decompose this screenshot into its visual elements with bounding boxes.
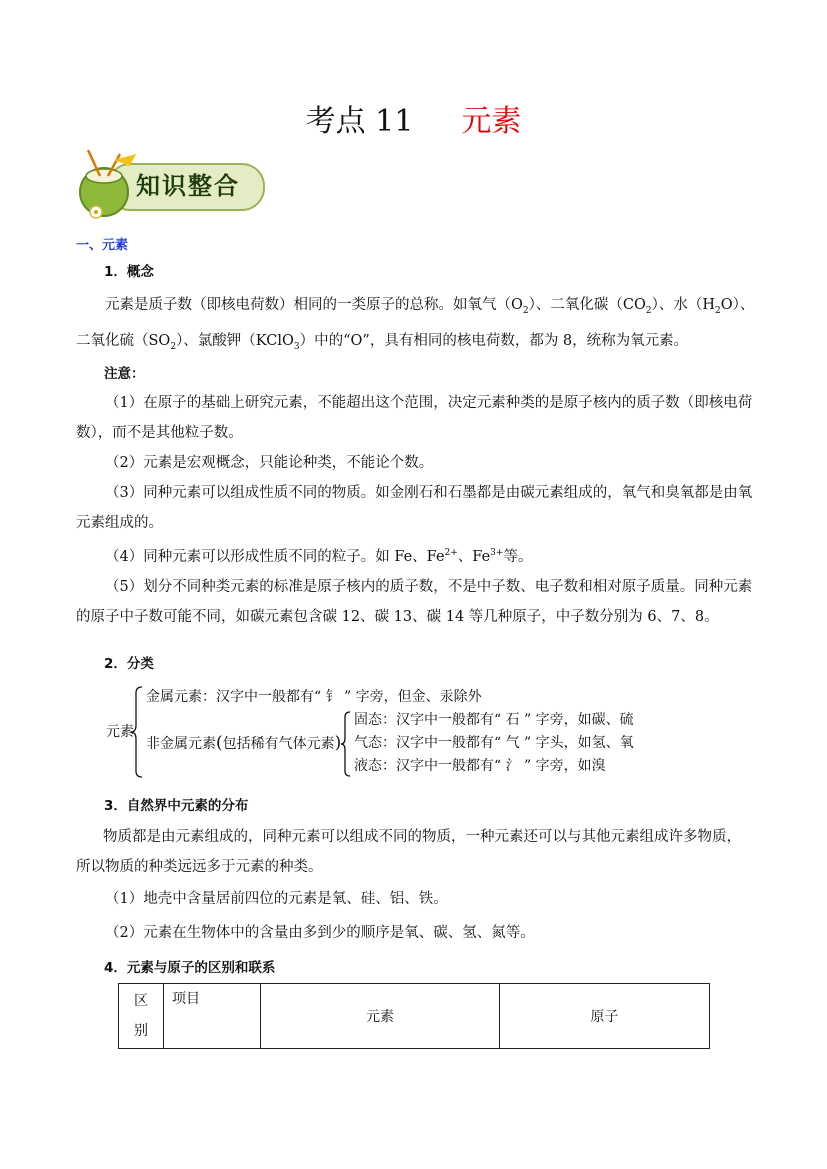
- note-item-3-cont: 元素组成的。: [76, 515, 163, 531]
- classify-metal: 金属元素：汉字中一般都有“ 钅 ” 字旁，但金、汞除外: [146, 689, 482, 705]
- note-item-5: （5）划分不同种类元素的标准是原子核内的质子数，不是中子数、电子数和相对原子质量。同种元素: [105, 578, 753, 595]
- table-row: [119, 984, 710, 1049]
- note-item-4: （4）同种元素可以形成性质不同的粒子。如 Fe、$Fe^{2+}$、$Fe^{3+}$等。: [105, 548, 533, 565]
- note-item-5-cont: 的原子中子数可能不同，如碳元素包含碳 12、碳 13、碳 14 等几种原子，中子数分别为 6、7、8。: [76, 608, 719, 625]
- inner-brace: [340, 710, 352, 778]
- table-cell-atom: 原子: [500, 984, 710, 1049]
- concept-paragraph: 元素是质子数（即核电荷数）相同的一类原子的总称。如氧气$(O_2)$、二氧化碳$(CO_2)$、水$(H_2O)$、 二氧化硫$(SO_2)$、氯酸钾（KClO$_3$）中的“O”，具有相同的核电荷数，都为 8，统称为氧元素。: [76, 297, 755, 352]
- note-item-2: （2）元素是宏观概念，只能论种类，不能论个数。: [105, 455, 434, 471]
- note-list: [76, 388, 756, 632]
- note-item-1-cont: 数），而不是其他粒子数。: [76, 425, 243, 441]
- distribution-item-2: （2）元素在生物体中的含量由多到少的顺序是氧、碳、氢、氮等。: [105, 925, 535, 941]
- classify-nonmetal: 非金属元素(包括稀有气体元素): [146, 733, 342, 753]
- outer-brace: [130, 685, 144, 779]
- page-title: [0, 100, 827, 144]
- classify-solid: 固态：汉字中一般都有“ 石 ” 字旁，如碳、硫: [354, 712, 634, 728]
- concept-heading: 1．概念: [104, 264, 154, 280]
- note-item-3: （3）同种元素可以组成性质不同的物质。如金刚石和石墨都是由碳元素组成的，氧气和臭氧都是由氧: [105, 485, 753, 501]
- knowledge-badge: [74, 146, 270, 222]
- table-cell-qubie: 区 别: [119, 984, 164, 1049]
- table-cell-element: 元素: [261, 984, 500, 1049]
- note-heading: 注意：: [104, 366, 145, 382]
- section-heading: 一、元素: [76, 238, 129, 253]
- difference-heading: 4．元素与原子的区别和联系: [104, 960, 276, 976]
- classify-root: 元素: [106, 724, 134, 740]
- badge-label: 知识整合: [136, 172, 240, 200]
- table-cell-item: 项目: [164, 984, 261, 1049]
- distribution-item-1: （1）地壳中含量居前四位的元素是氧、硅、铝、铁。: [105, 891, 448, 907]
- title-prefix: 考点 11: [305, 104, 414, 139]
- classify-liquid: 液态：汉字中一般都有“ 氵 ” 字旁，如溴: [354, 758, 606, 774]
- comparison-table: [118, 983, 710, 1049]
- title-topic: 元素: [461, 104, 522, 139]
- distribution-paragraph: 物质都是由元素组成的，同种元素可以组成不同的物质，一种元素还可以与其他元素组成许多物质， 所以物质的种类远远多于元素的种类。 （1）地壳中含量居前四位的元素是氧、硅、铝、铁。 （2）元素在生物体中的含量由多到少的顺序是氧、碳、氢、氮等。: [76, 822, 756, 948]
- classify-gas: 气态：汉字中一般都有“ 气 ” 字头，如氢、氧: [354, 735, 634, 751]
- classify-heading: 2．分类: [104, 656, 154, 672]
- note-item-1: （1）在原子的基础上研究元素，不能超出这个范围，决定元素种类的是原子核内的质子数（即核电荷: [105, 395, 753, 411]
- classification-diagram: [100, 684, 700, 780]
- distribution-heading: 3．自然界中元素的分布: [104, 798, 249, 814]
